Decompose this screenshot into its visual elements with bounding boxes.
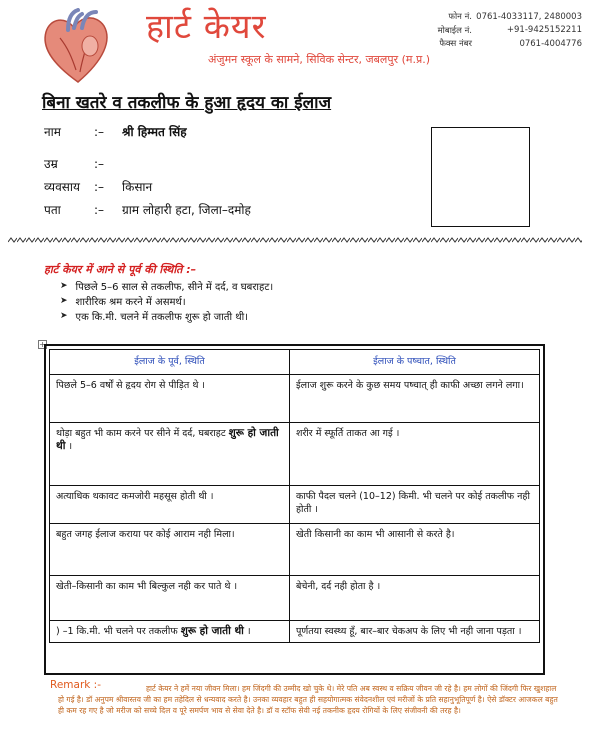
header-before: ईलाज के पूर्व, स्थिति: [50, 350, 290, 375]
comparison-table: [49, 349, 540, 643]
address-separator: :–: [94, 203, 105, 217]
before-cell: [50, 524, 290, 576]
list-item: [60, 278, 273, 293]
list-item: [60, 293, 273, 308]
comparison-table-frame: [44, 344, 545, 675]
address-value: ग्राम लोहारी हटा, जिला–दमोह: [122, 203, 251, 217]
before-text: थोड़ा बहुत भी काम करने पर सीने में दर्द, घबराहट: [56, 428, 226, 439]
condition-item-text: एक कि.मी. चलने में तकलीफ शुरू हो जाती थी।: [75, 311, 249, 323]
brand-name: हार्ट केयर: [146, 7, 267, 47]
table-move-handle-icon[interactable]: +: [39, 340, 46, 349]
occupation-value: किसान: [122, 180, 153, 194]
arrow-bullet-icon: ➤: [60, 280, 68, 291]
arrow-bullet-icon: ➤: [60, 310, 68, 321]
occupation-label: व्यवसाय: [44, 180, 80, 194]
fax-label: फैक्स नंबर: [439, 39, 472, 50]
before-cell: [50, 423, 290, 486]
mobile-value: +91-9425152211: [506, 25, 582, 36]
arrow-bullet-icon: ➤: [60, 295, 68, 306]
before-text: ) –1 कि.मी. भी चलने पर तकलीफ: [56, 626, 178, 637]
fax-value: 0761-4004776: [519, 38, 582, 49]
table-row: [50, 423, 540, 486]
after-cell: ईलाज शुरू करने के कुछ समय पष्चात् ही काफी अच्छा लगने लगा।: [290, 375, 540, 423]
address-label: पता: [44, 203, 61, 217]
list-item: [60, 308, 273, 323]
table-row: [50, 486, 540, 524]
table-row: [50, 621, 540, 643]
table-row: [50, 576, 540, 621]
heart-anatomy-icon: [38, 8, 118, 86]
header-after: ईलाज के पष्चात, स्थिति: [290, 350, 540, 375]
name-label: नाम: [44, 125, 61, 139]
before-text: पिछले 5–6 वर्षों से हृदय रोग से पीड़ित थे ।: [56, 380, 206, 391]
age-label: उम्र: [44, 157, 58, 171]
phone-row: [420, 10, 582, 24]
after-cell: काफी पैदल चलने (10–12) किमी. भी चलने पर कोई तकलीफ नही होती ।: [290, 486, 540, 524]
before-bold-text: शुरू हो जाती थी: [180, 625, 244, 637]
patient-occupation-field: [44, 178, 152, 195]
before-cell: [50, 486, 290, 524]
condition-list: [60, 278, 273, 323]
patient-name-field: [44, 123, 187, 140]
table-row: [50, 524, 540, 576]
condition-item-text: शारीरिक श्रम करने में असमर्थ।: [75, 296, 186, 308]
before-cell: [50, 576, 290, 621]
phone-label: फोन नं.: [448, 12, 472, 23]
patient-address-field: [44, 201, 251, 218]
decorative-divider: [8, 236, 582, 244]
before-tail-text: ।: [246, 626, 251, 637]
after-cell: पूर्णतया स्वस्थ्य हूँ, बार–बार चेकअप के लिए भी नही जाना पड़ता ।: [290, 621, 540, 643]
phone-value: 0761-4033117, 2480003: [476, 11, 582, 22]
before-text: अत्याधिक थकावट कमजोरी महसूस होती थी ।: [56, 491, 214, 502]
name-value: श्री हिम्मत सिंह: [122, 125, 187, 139]
condition-item-text: पिछले 5–6 साल से तकलीफ, सीने में दर्द, व घबराहट।: [75, 281, 274, 293]
page-headline: बिना खतरे व तकलीफ के हुआ हृदय का ईलाज: [42, 93, 332, 113]
name-separator: :–: [94, 125, 105, 139]
mobile-row: [420, 24, 582, 38]
fax-row: [420, 37, 582, 51]
table-row: [50, 375, 540, 423]
table-header-row: [50, 350, 540, 375]
age-separator: :–: [94, 157, 105, 171]
before-cell: [50, 621, 290, 643]
remark-label: Remark :-: [50, 679, 102, 691]
after-cell: खेती किसानी का काम भी आसानी से करते है।: [290, 524, 540, 576]
mobile-label: मोबाईल नं.: [437, 25, 472, 36]
clinic-address: अंजुमन स्कूल के सामने, सिविक सेन्टर, जबलपुर (म.प्र.): [208, 53, 431, 66]
before-text: खेती–किसानी का काम भी बिल्कुल नही कर पाते थे ।: [56, 581, 238, 592]
before-bold-text: शुरू हो जाती थी: [56, 427, 279, 452]
patient-photo-box: [431, 127, 530, 227]
before-text: बहुत जगह ईलाज कराया पर कोई आराम नही मिला।: [56, 529, 235, 540]
patient-age-field: [44, 155, 122, 172]
before-tail-text: ।: [68, 441, 73, 452]
after-cell: बेचेनी, दर्द नही होता है ।: [290, 576, 540, 621]
contact-block: [420, 10, 582, 51]
remark-text: हार्ट केयर ने हमें नया जीवन मिला। हम जिंदगी की उम्मीद खो चुके थे। मेरे पति अब स्वस्थ व सक्रिय जीवन जी रहे है। हम लोगों की जिंदगी फिर खुशहाल हो गई है। डॉ अनुपम श्रीवास्तव जी का हम तहेदिल से धन्यवाद करते है। उनका व्यवहार बहुत ही सहयोगात्मक संवेदनशील एवं मरीजों के प्रति सहानुभूतिपूर्ण है। ऐसे डॉक्टर आजकल बहुत ही कम रह गए है जो मरीज को सच्चे दिल व पूरे समर्पण भाव से सेवा देते है। डॉ व स्टॉफ सेवी नई तकनीक हृदय रोगियों के लिए संजीवनी की तरह है।: [58, 684, 558, 716]
occupation-separator: :–: [94, 180, 105, 194]
condition-before-title: हार्ट केयर में आने से पूर्व की स्थिति :–: [44, 263, 197, 276]
after-cell: शरीर में स्फूर्ति ताकत आ गई ।: [290, 423, 540, 486]
before-cell: [50, 375, 290, 423]
